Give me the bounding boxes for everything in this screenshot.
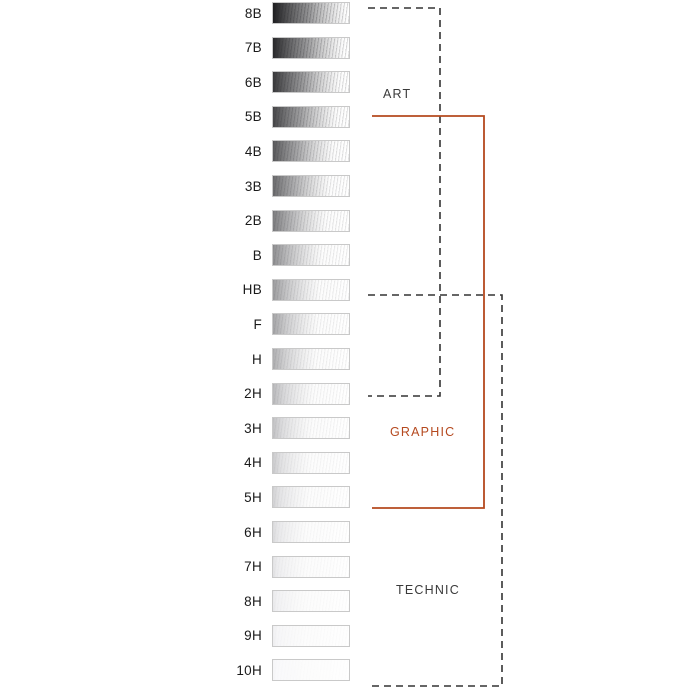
swatch-texture <box>273 591 349 611</box>
grade-row <box>218 450 363 476</box>
swatch-texture <box>273 384 349 404</box>
grade-row <box>218 242 363 268</box>
grade-row <box>218 138 363 164</box>
grade-label: B <box>252 247 262 263</box>
graphite-swatch <box>272 417 350 439</box>
grade-row <box>218 484 363 510</box>
grade-label: 5H <box>244 489 262 505</box>
grade-row <box>218 35 363 61</box>
graphite-swatch <box>272 37 350 59</box>
grade-label: H <box>251 351 262 367</box>
zone-label-technic: TECHNIC <box>396 583 460 597</box>
graphite-swatch <box>272 659 350 681</box>
grade-row <box>218 0 363 26</box>
swatch-texture <box>273 522 349 542</box>
grade-row <box>218 519 363 545</box>
graphite-swatch <box>272 244 350 266</box>
swatch-texture <box>273 314 349 334</box>
grade-label: 5B <box>244 109 262 125</box>
graphite-swatch <box>272 313 350 335</box>
grade-row <box>218 657 363 683</box>
grade-label: 6H <box>244 524 262 540</box>
graphite-swatch <box>272 452 350 474</box>
grade-row <box>218 104 363 130</box>
grade-label: HB <box>242 282 262 298</box>
grade-row <box>218 208 363 234</box>
grade-row <box>218 69 363 95</box>
graphite-swatch <box>272 71 350 93</box>
graphite-swatch <box>272 348 350 370</box>
swatch-texture <box>273 107 349 127</box>
grade-label: 8B <box>244 5 262 21</box>
graphite-swatch <box>272 279 350 301</box>
swatch-texture <box>273 245 349 265</box>
art-bracket <box>368 8 440 396</box>
grade-row <box>218 311 363 337</box>
grade-row <box>218 554 363 580</box>
swatch-texture <box>273 176 349 196</box>
grade-row <box>218 277 363 303</box>
grade-row <box>218 415 363 441</box>
swatch-texture <box>273 72 349 92</box>
zone-label-art: ART <box>383 87 412 101</box>
graphite-swatch <box>272 106 350 128</box>
zone-label-graphic: GRAPHIC <box>390 425 456 439</box>
technic-bracket <box>368 295 502 686</box>
graphite-swatch <box>272 383 350 405</box>
grade-label: 4B <box>244 143 262 159</box>
graphite-swatch <box>272 210 350 232</box>
grade-label: 3H <box>244 420 262 436</box>
grade-label: F <box>253 316 262 332</box>
grade-row <box>218 588 363 614</box>
grade-label: 3B <box>244 178 262 194</box>
grade-row <box>218 173 363 199</box>
graphite-swatch <box>272 521 350 543</box>
grade-label: 9H <box>244 628 262 644</box>
swatch-texture <box>273 487 349 507</box>
grade-label: 7H <box>244 559 262 575</box>
graphite-swatch <box>272 175 350 197</box>
swatch-texture <box>273 38 349 58</box>
swatch-texture <box>273 660 349 680</box>
swatch-texture <box>273 418 349 438</box>
grade-label: 2H <box>244 386 262 402</box>
grade-label: 4H <box>244 455 262 471</box>
swatch-texture <box>273 280 349 300</box>
grade-row <box>218 346 363 372</box>
grade-row <box>218 623 363 649</box>
graphite-swatch <box>272 590 350 612</box>
swatch-texture <box>273 453 349 473</box>
grade-label: 8H <box>244 593 262 609</box>
grade-label: 7B <box>244 40 262 56</box>
grade-label: 2B <box>244 213 262 229</box>
graphite-swatch <box>272 625 350 647</box>
swatch-texture <box>273 626 349 646</box>
swatch-texture <box>273 349 349 369</box>
swatch-texture <box>273 557 349 577</box>
swatch-texture <box>273 3 349 23</box>
swatch-texture <box>273 141 349 161</box>
swatch-texture <box>273 211 349 231</box>
graphite-swatch <box>272 556 350 578</box>
grade-label: 6B <box>244 74 262 90</box>
grade-row <box>218 381 363 407</box>
graphite-swatch <box>272 486 350 508</box>
graphite-swatch <box>272 2 350 24</box>
graphic-bracket <box>372 116 484 508</box>
graphite-swatch <box>272 140 350 162</box>
grade-label: 10H <box>236 662 262 678</box>
